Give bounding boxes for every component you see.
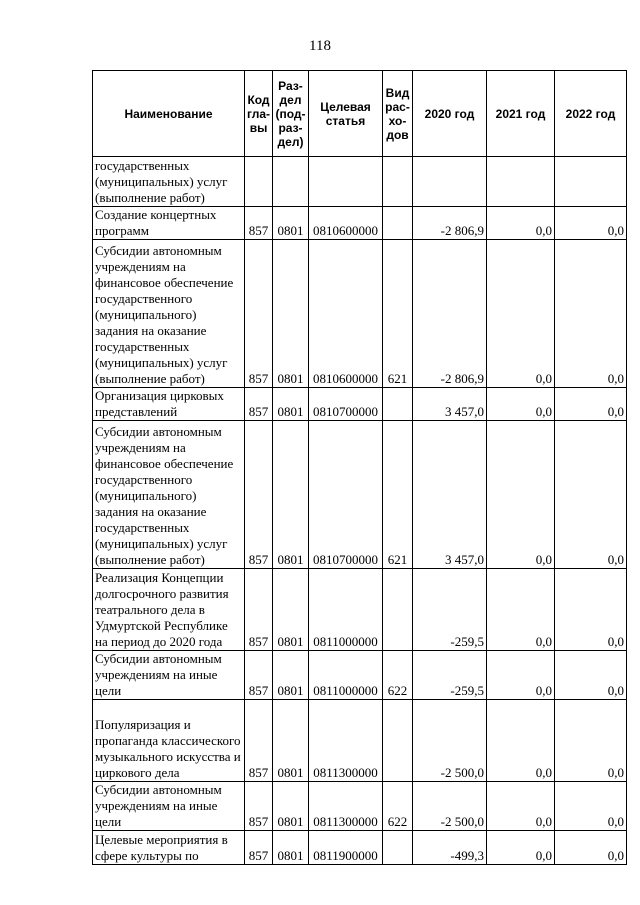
- value-2022: 0,0: [555, 831, 627, 865]
- page-number: 118: [309, 38, 331, 54]
- chapter-code: [245, 157, 273, 207]
- expense-type: [383, 700, 413, 782]
- section-code: 0801: [273, 240, 309, 388]
- target-article: [309, 157, 383, 207]
- value-2021: 0,0: [487, 700, 555, 782]
- header-chapter-code: Код гла-вы: [245, 71, 273, 157]
- value-2022: 0,0: [555, 569, 627, 651]
- header-2021: 2021 год: [487, 71, 555, 157]
- value-2021: 0,0: [487, 421, 555, 569]
- value-2022: 0,0: [555, 388, 627, 421]
- header-expense-type: Вид рас-хо-дов: [383, 71, 413, 157]
- value-2020: -2 806,9: [413, 207, 487, 240]
- value-2020: 3 457,0: [413, 421, 487, 569]
- value-2022: 0,0: [555, 651, 627, 700]
- chapter-code: 857: [245, 569, 273, 651]
- section-code: [273, 157, 309, 207]
- row-name: [93, 831, 245, 865]
- table-row: [93, 421, 627, 569]
- target-article: 0811000000: [309, 569, 383, 651]
- row-name-text: Реализация Концепции долгосрочного развития театрального дела в Удмуртской Республике на период до 2020 года: [95, 570, 229, 649]
- expense-type: 622: [383, 651, 413, 700]
- row-name: [93, 207, 245, 240]
- budget-table: [92, 70, 627, 865]
- section-code: 0801: [273, 569, 309, 651]
- section-code: 0801: [273, 831, 309, 865]
- value-2020: -2 500,0: [413, 700, 487, 782]
- value-2021: 0,0: [487, 207, 555, 240]
- section-code: 0801: [273, 782, 309, 831]
- header-2022: 2022 год: [555, 71, 627, 157]
- row-name: [93, 157, 245, 207]
- value-2022: 0,0: [555, 700, 627, 782]
- section-code: 0801: [273, 421, 309, 569]
- value-2021: 0,0: [487, 569, 555, 651]
- target-article: 0810600000: [309, 240, 383, 388]
- chapter-code: 857: [245, 240, 273, 388]
- table-row: [93, 831, 627, 865]
- row-name-text: Субсидии автономным учреждениям на иные цели: [95, 782, 222, 829]
- row-name: [93, 421, 245, 569]
- target-article: 0811900000: [309, 831, 383, 865]
- value-2021: 0,0: [487, 651, 555, 700]
- table-row: [93, 388, 627, 421]
- section-code: 0801: [273, 651, 309, 700]
- row-name-text: Субсидии автономным учреждениям на иные цели: [95, 651, 222, 698]
- chapter-code: 857: [245, 421, 273, 569]
- value-2021: 0,0: [487, 831, 555, 865]
- row-name-text: Создание концертных программ: [95, 207, 217, 238]
- value-2020: -259,5: [413, 569, 487, 651]
- value-2021: [487, 157, 555, 207]
- target-article: 0810700000: [309, 421, 383, 569]
- value-2022: 0,0: [555, 207, 627, 240]
- chapter-code: 857: [245, 831, 273, 865]
- value-2020: 3 457,0: [413, 388, 487, 421]
- row-name-text: государственных (муниципальных) услуг (выполнение работ): [95, 158, 228, 205]
- header-section: Раз-дел (под-раз-дел): [273, 71, 309, 157]
- chapter-code: 857: [245, 207, 273, 240]
- row-name: [93, 240, 245, 388]
- row-name: [93, 782, 245, 831]
- value-2020: -2 806,9: [413, 240, 487, 388]
- expense-type: 621: [383, 421, 413, 569]
- value-2021: 0,0: [487, 782, 555, 831]
- table-row: [93, 782, 627, 831]
- row-name-text: Субсидии автономным учреждениям на финансовое обеспечение государственного (муниципального) задания на оказание государственных (муниципальных) услуг (выполнение работ): [95, 243, 234, 386]
- chapter-code: 857: [245, 651, 273, 700]
- row-name: [93, 700, 245, 782]
- expense-type: [383, 157, 413, 207]
- table-row: [93, 240, 627, 388]
- row-name: [93, 651, 245, 700]
- table-body: [93, 157, 627, 865]
- value-2022: 0,0: [555, 240, 627, 388]
- target-article: 0810700000: [309, 388, 383, 421]
- chapter-code: 857: [245, 700, 273, 782]
- value-2020: -2 500,0: [413, 782, 487, 831]
- target-article: 0811300000: [309, 700, 383, 782]
- value-2022: [555, 157, 627, 207]
- table-row: [93, 700, 627, 782]
- header-name: Наименование: [93, 71, 245, 157]
- row-name-text: Субсидии автономным учреждениям на финансовое обеспечение государственного (муниципального) задания на оказание государственных (муниципальных) услуг (выполнение работ): [95, 424, 234, 567]
- value-2021: 0,0: [487, 388, 555, 421]
- chapter-code: 857: [245, 782, 273, 831]
- table-row: [93, 207, 627, 240]
- header-row: [93, 71, 627, 157]
- table-row: [93, 157, 627, 207]
- section-code: 0801: [273, 700, 309, 782]
- target-article: 0811300000: [309, 782, 383, 831]
- section-code: 0801: [273, 207, 309, 240]
- row-name-text: Целевые мероприятия в сфере культуры по: [95, 832, 228, 863]
- table-row: [93, 651, 627, 700]
- expense-type: [383, 388, 413, 421]
- expense-type: [383, 831, 413, 865]
- value-2020: -499,3: [413, 831, 487, 865]
- target-article: 0811000000: [309, 651, 383, 700]
- expense-type: 622: [383, 782, 413, 831]
- chapter-code: 857: [245, 388, 273, 421]
- expense-type: [383, 207, 413, 240]
- header-2020: 2020 год: [413, 71, 487, 157]
- value-2022: 0,0: [555, 421, 627, 569]
- header-target-article: Целевая статья: [309, 71, 383, 157]
- expense-type: 621: [383, 240, 413, 388]
- target-article: 0810600000: [309, 207, 383, 240]
- table-row: [93, 569, 627, 651]
- expense-type: [383, 569, 413, 651]
- section-code: 0801: [273, 388, 309, 421]
- row-name: [93, 569, 245, 651]
- row-name-text: Организация цирковых представлений: [95, 388, 224, 419]
- value-2020: -259,5: [413, 651, 487, 700]
- value-2021: 0,0: [487, 240, 555, 388]
- value-2020: [413, 157, 487, 207]
- row-name-text: Популяризация и пропаганда классического музыкального искусства и циркового дела: [95, 717, 241, 780]
- row-name: [93, 388, 245, 421]
- value-2022: 0,0: [555, 782, 627, 831]
